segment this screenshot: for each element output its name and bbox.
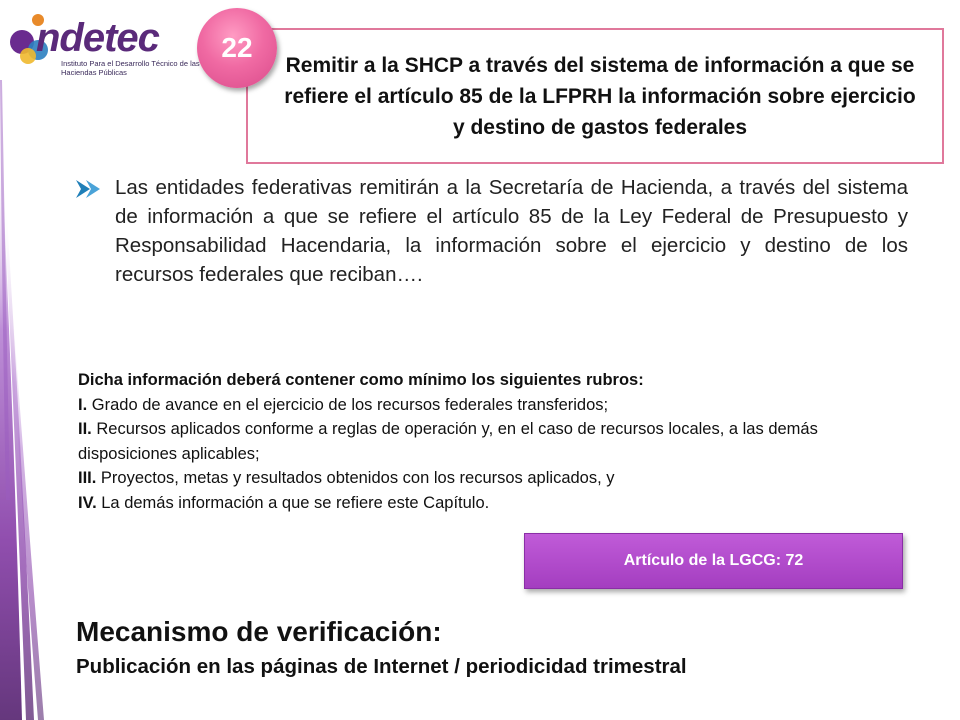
item-number: III.: [78, 469, 97, 487]
item-number: II.: [78, 420, 92, 438]
mechanism-subtitle: Publicación en las páginas de Internet / periodicidad trimestral: [76, 655, 687, 678]
arrow-bullet-icon: [76, 180, 102, 198]
item-text: La demás información a que se refiere este Capítulo.: [96, 493, 490, 512]
item-number: IV.: [78, 493, 97, 512]
indetec-logo: [8, 8, 198, 78]
mechanism-title: Mecanismo de verificación:: [76, 616, 442, 647]
item-number: I.: [78, 395, 88, 414]
logo-wordmark: ndetec: [36, 16, 159, 60]
logo-subtitle: Instituto Para el Desarrollo Técnico de las Haciendas Públicas: [61, 59, 200, 77]
decorative-streaks: [0, 0, 60, 720]
slide-title: Remitir a la SHCP a través del sistema de información a que se refiere el artículo 85 de la LFPRH la información sobre ejercicio y destino de gastos federales: [284, 53, 916, 139]
item-text: Grado de avance en el ejercicio de los recursos federales transferidos;: [87, 395, 609, 414]
item-text: Proyectos, metas y resultados obtenidos con los recursos aplicados, y: [96, 469, 615, 487]
title-box: [246, 28, 944, 164]
list-item: [78, 466, 918, 491]
rubros-heading: Dicha información deberá contener como mínimo los siguientes rubros:: [78, 371, 644, 389]
list-item: [78, 491, 918, 516]
rubros-list: [78, 368, 918, 515]
article-reference-button[interactable]: Artículo de la LGCG: 72: [524, 533, 903, 589]
number-badge: 22: [197, 8, 277, 88]
main-paragraph: Las entidades federativas remitirán a la Secretaría de Hacienda, a través del sistema de información a que se refiere el artículo 85 de la Ley Federal de Presupuesto y Responsabilidad Hacendaria, la información sobre el ejercicio y destino de los recursos federales que reciban….: [115, 176, 908, 286]
list-item: [78, 393, 918, 418]
item-text: Recursos aplicados conforme a reglas de operación y, en el caso de recursos locales, a las demás disposiciones aplicables;: [78, 420, 818, 463]
list-item: [78, 417, 918, 466]
